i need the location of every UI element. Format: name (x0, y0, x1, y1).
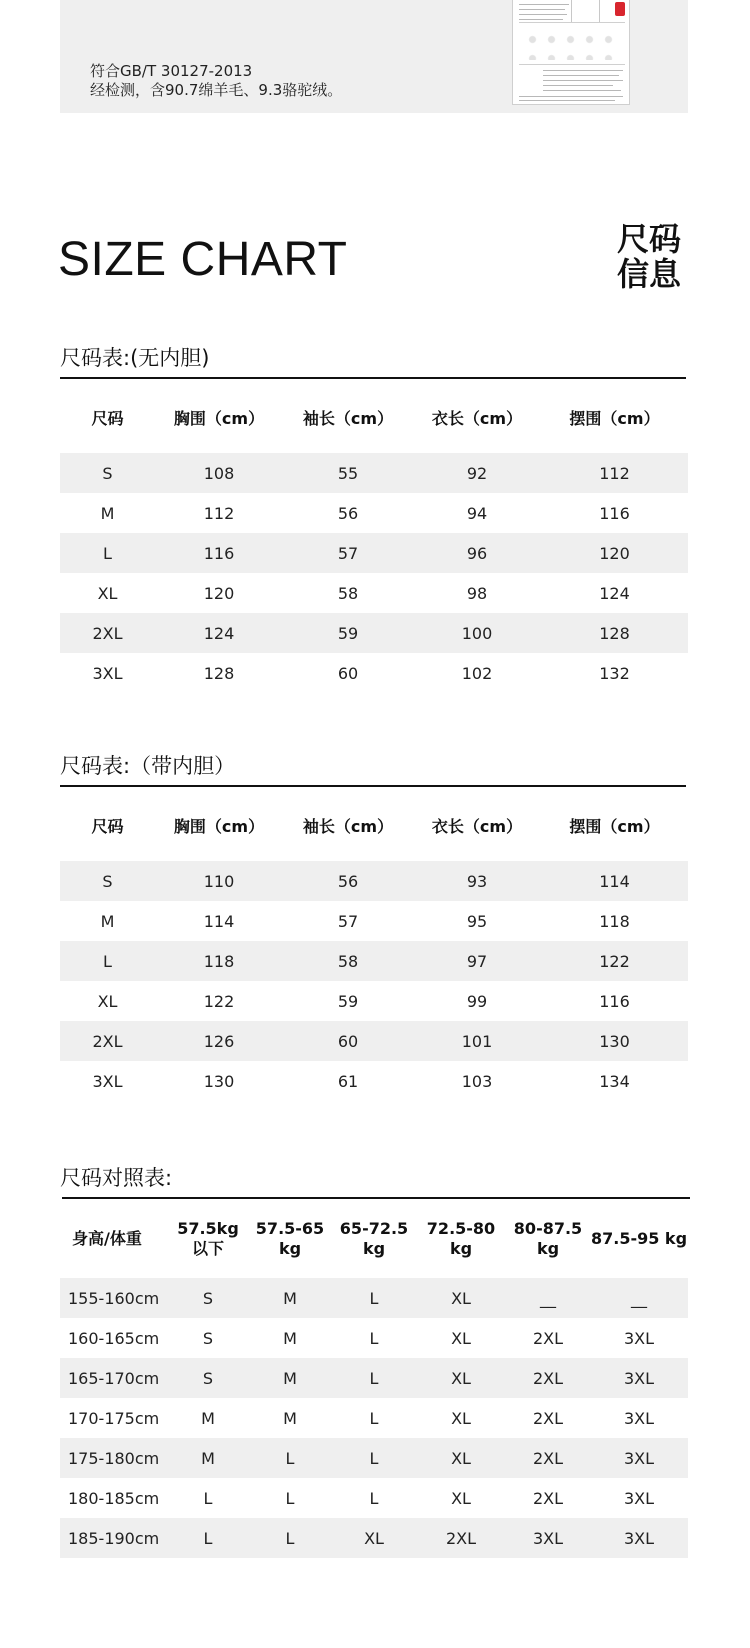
table-row (60, 1398, 688, 1438)
table-cell: 96 (413, 533, 541, 573)
table-row (60, 533, 688, 573)
table-row (60, 901, 688, 941)
table-cell: S (60, 861, 155, 901)
table-row (60, 981, 688, 1021)
table-row (60, 1358, 688, 1398)
table-cell: 57 (283, 533, 413, 573)
table-cell: M (248, 1358, 332, 1398)
table-cell: 95 (466, 911, 488, 931)
table-row (60, 1021, 688, 1061)
table-cell: 165-170cm (60, 1358, 168, 1398)
table-cell: 185-190cm (60, 1518, 168, 1558)
table-cell: L (248, 1518, 332, 1558)
table-cell: 114 (203, 911, 235, 931)
table-cell: 59 (337, 991, 359, 1011)
table-cell: 114 (541, 861, 688, 901)
table-cell: M (100, 503, 115, 523)
table-cell: __ (590, 1278, 688, 1318)
table-row (60, 941, 688, 981)
table-cell: 170-175cm (68, 1408, 160, 1428)
table-cell: 98 (466, 583, 488, 603)
table-cell: XL (416, 1438, 506, 1478)
table-cell: L (285, 1488, 295, 1508)
certificate-standard: 符合GB/T 30127-2013 (90, 62, 253, 80)
table-cell: 2XL (506, 1358, 590, 1398)
table-row (60, 1478, 688, 1518)
table-cell: 108 (155, 453, 283, 493)
table3-divider (62, 1197, 690, 1199)
table-header-row (60, 1200, 688, 1278)
table-cell: L (369, 1328, 379, 1348)
table-cell: M (201, 1408, 215, 1428)
table-cell: 3XL (623, 1328, 655, 1348)
table-header-row (60, 381, 688, 453)
table1-title: 尺码表:(无内胆) (60, 346, 210, 370)
column-header: 胸围（cm） (173, 408, 265, 428)
table-cell: L (248, 1438, 332, 1478)
table-cell: 120 (203, 583, 235, 603)
table-cell: 155-160cm (60, 1278, 168, 1318)
column-header: 胸围（cm） (173, 816, 265, 836)
table-cell: __ (506, 1278, 590, 1318)
size-info-title: 尺码 信息 (617, 220, 682, 293)
table-cell: 2XL (532, 1328, 564, 1348)
table-cell: 3XL (92, 1071, 123, 1091)
table-cell: M (283, 1328, 297, 1348)
table-row (60, 1318, 688, 1358)
table-cell: 2XL (532, 1408, 564, 1428)
table-cell: 3XL (623, 1488, 655, 1508)
table-cell: 130 (541, 1021, 688, 1061)
table-cell: 118 (599, 911, 630, 931)
column-header: 尺码 (91, 816, 124, 836)
size-chart-title: SIZE CHART (58, 233, 348, 286)
table-row (60, 1438, 688, 1478)
table-cell: XL (451, 1328, 471, 1348)
table-cell: 58 (283, 941, 413, 981)
table-cell: L (332, 1278, 416, 1318)
table2-title: 尺码表:（带内胆） (60, 754, 236, 778)
column-header: 身高/体重 (72, 1229, 142, 1248)
table-header-row (60, 789, 688, 861)
report-stamp-icon (615, 2, 625, 16)
table-cell: 61 (337, 1071, 359, 1091)
table1-divider (60, 377, 686, 379)
table-cell: 93 (413, 861, 541, 901)
table-cell: 132 (599, 663, 630, 683)
table-row (60, 653, 688, 693)
table-cell: M (168, 1438, 248, 1478)
table-cell: 3XL (623, 1408, 655, 1428)
table-cell: 3XL (506, 1518, 590, 1558)
column-header: 65-72.5 kg (339, 1219, 409, 1258)
table-cell: 60 (337, 663, 359, 683)
table-cell: 56 (337, 503, 359, 523)
certificate-text (90, 62, 342, 100)
table-row (60, 1518, 688, 1558)
table-cell: L (369, 1488, 379, 1508)
table-row (60, 493, 688, 533)
table-cell: M (248, 1278, 332, 1318)
table-row (60, 613, 688, 653)
table-cell: 112 (203, 503, 235, 523)
table-row (60, 453, 688, 493)
table-cell: 118 (155, 941, 283, 981)
table-cell: S (168, 1278, 248, 1318)
table-cell: 2XL (60, 1021, 155, 1061)
table-cell: 160-165cm (68, 1328, 160, 1348)
table-cell: 175-180cm (60, 1438, 168, 1478)
table-cell: 122 (203, 991, 235, 1011)
table-cell: 2XL (416, 1518, 506, 1558)
table-cell: 56 (283, 861, 413, 901)
table-cell: 112 (541, 453, 688, 493)
table-cell: 130 (203, 1071, 235, 1091)
table-cell: M (283, 1408, 297, 1428)
table-cell: 3XL (590, 1518, 688, 1558)
table-cell: L (203, 1488, 213, 1508)
table-cell: 58 (337, 583, 359, 603)
table-cell: 116 (599, 991, 630, 1011)
table-cell: 2XL (532, 1488, 564, 1508)
table-cell: 100 (413, 613, 541, 653)
table-cell: 57 (337, 911, 359, 931)
table-cell: 3XL (590, 1438, 688, 1478)
column-header: 72.5-80 kg (426, 1219, 496, 1258)
table-cell: XL (416, 1278, 506, 1318)
table-cell: 92 (413, 453, 541, 493)
table3-title: 尺码对照表: (60, 1166, 173, 1190)
certificate-composition: 经检测，含90.7绵羊毛、9.3骆驼绒。 (90, 81, 343, 99)
table-cell: 180-185cm (68, 1488, 160, 1508)
table-cell: 126 (155, 1021, 283, 1061)
table-cell: XL (97, 583, 118, 603)
table-cell: L (168, 1518, 248, 1558)
column-header: 衣长（cm） (431, 816, 523, 836)
column-header: 87.5-95 kg (590, 1229, 688, 1248)
table-cell: 102 (461, 663, 493, 683)
table-cell: 60 (283, 1021, 413, 1061)
table-cell: L (369, 1408, 379, 1428)
table-cell: 94 (466, 503, 488, 523)
table-cell: S (168, 1358, 248, 1398)
table-cell: 116 (599, 503, 630, 523)
table-cell: 134 (599, 1071, 630, 1091)
table-cell: 101 (413, 1021, 541, 1061)
table-cell: M (100, 911, 115, 931)
table-cell: 116 (155, 533, 283, 573)
column-header: 57.5kg 以下 (177, 1219, 239, 1258)
column-header: 57.5-65 kg (255, 1219, 325, 1258)
table2-divider (60, 785, 686, 787)
table-cell: 124 (155, 613, 283, 653)
column-header: 摆围（cm） (569, 816, 660, 836)
table-cell: L (60, 533, 155, 573)
size-reference-table (60, 1200, 688, 1558)
table-cell: 128 (541, 613, 688, 653)
table-cell: XL (97, 991, 118, 1011)
size-table-with-liner (60, 789, 688, 1101)
table-cell: 124 (599, 583, 630, 603)
table-row (60, 1278, 688, 1318)
table-cell: 97 (413, 941, 541, 981)
test-report-image (512, 0, 630, 105)
table-cell: 120 (541, 533, 688, 573)
table-cell: 103 (461, 1071, 493, 1091)
table-cell: 55 (283, 453, 413, 493)
table-cell: 3XL (92, 663, 123, 683)
column-header: 摆围（cm） (569, 408, 660, 428)
table-cell: L (332, 1438, 416, 1478)
table-cell: S (60, 453, 155, 493)
table-cell: 2XL (506, 1438, 590, 1478)
column-header: 袖长（cm） (302, 408, 394, 428)
table-cell: L (60, 941, 155, 981)
table-cell: 2XL (60, 613, 155, 653)
table-cell: 3XL (590, 1358, 688, 1398)
table-cell: 110 (155, 861, 283, 901)
table-row (60, 861, 688, 901)
column-header: 袖长（cm） (302, 816, 394, 836)
table-cell: XL (451, 1408, 471, 1428)
column-header: 80-87.5 kg (513, 1219, 583, 1258)
table-cell: XL (416, 1358, 506, 1398)
table-cell: XL (332, 1518, 416, 1558)
table-cell: 99 (466, 991, 488, 1011)
table-cell: L (332, 1358, 416, 1398)
size-table-no-liner (60, 381, 688, 693)
table-row (60, 1061, 688, 1101)
column-header: 衣长（cm） (431, 408, 523, 428)
table-row (60, 573, 688, 613)
table-cell: 122 (541, 941, 688, 981)
certificate-section (60, 0, 688, 113)
table-cell: 59 (283, 613, 413, 653)
table-cell: 128 (203, 663, 235, 683)
table-cell: S (202, 1328, 214, 1348)
column-header: 尺码 (91, 408, 124, 428)
table-cell: XL (451, 1488, 471, 1508)
